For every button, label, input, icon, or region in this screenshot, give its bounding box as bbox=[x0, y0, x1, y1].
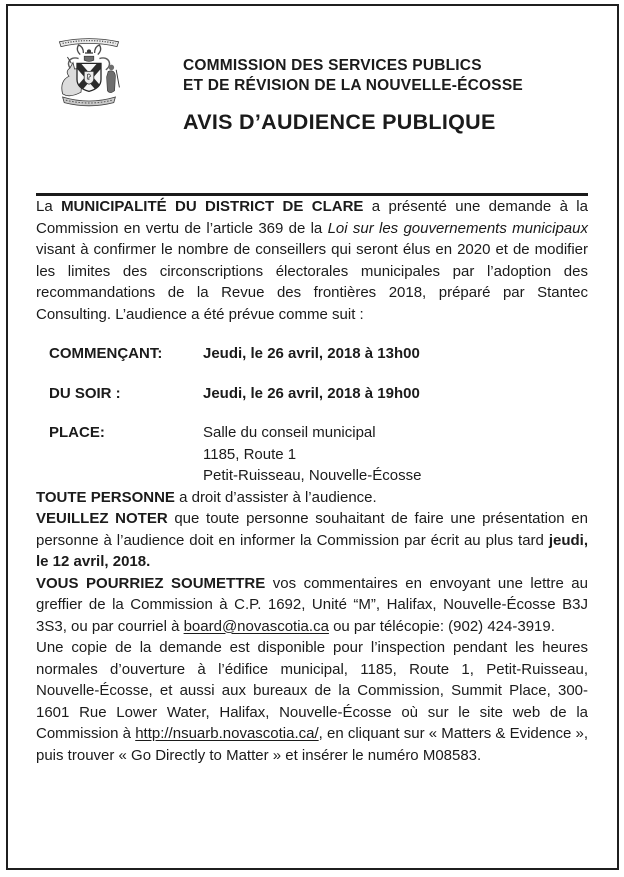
copy-text-1: Une copie de la demande est disponible pour l’inspection pendant les heures normales d’ouverture à l’édifice municipal, 1185, Route 1, Petit-Ruisseau, Nouvelle-Écosse, et aussi aux bureaux de la Commission, Summit Place, 300-1601 Rue Lower Water, Halifax, Nouvelle-Écosse où sur le site web de la Commission à bbox=[36, 639, 588, 742]
evening-label: DU SOIR : bbox=[49, 384, 121, 402]
note-paragraph bbox=[36, 508, 588, 573]
org-name-line1: COMMISSION DES SERVICES PUBLICS bbox=[183, 57, 482, 74]
notice-title: AVIS D’AUDIENCE PUBLIQUE bbox=[183, 110, 496, 134]
intro-text-2: visant à confirmer le nombre de conseillers qui seront élus en 2020 et de modifier les limites des circonscriptions électorales municipales par l’adoption des recommandations de la Revue des frontières 2018, préparé par Stantec Consulting. L’audience a été prévue comme suit : bbox=[36, 241, 588, 323]
attendance-text: a droit d’assister à l’audience. bbox=[174, 488, 377, 506]
note-text: que toute personne souhaitant de faire une présentation en personne à l’audience doit en informer la Commission par écrit au plus tard bbox=[36, 510, 588, 549]
submit-lead: VOUS POURRIEZ SOUMETTRE bbox=[36, 574, 266, 592]
place-value bbox=[203, 422, 421, 487]
place-label: PLACE: bbox=[49, 424, 105, 441]
note-lead: VEUILLEZ NOTER bbox=[36, 510, 168, 527]
commencing-value: Jeudi, le 26 avril, 2018 à 13h00 bbox=[203, 345, 420, 362]
website-link: http://nsuarb.novascotia.ca/ bbox=[135, 725, 319, 742]
intro-lead: La bbox=[36, 198, 62, 215]
intro-text-1: a présenté une demande à la Commission en vertu de l’article 369 de la bbox=[36, 198, 588, 237]
schedule-row-commencing bbox=[36, 343, 588, 365]
place-venue: Salle du conseil municipal bbox=[203, 424, 376, 441]
attendance-paragraph bbox=[36, 487, 588, 509]
hearing-schedule bbox=[36, 343, 588, 487]
applicant-name: MUNICIPALITÉ DU DISTRICT DE CLARE bbox=[61, 198, 364, 215]
place-address: 1185, Route 1 bbox=[203, 445, 297, 463]
page-content bbox=[36, 7, 588, 766]
submit-text-1: vos commentaires en envoyant une lettre au greffier de la Commission à C.P. 1692, Unité “M”, Halifax, Nouvelle-Écosse B3J 3S3, ou par courriel à bbox=[36, 574, 588, 635]
act-title: Loi sur les gouvernements municipaux bbox=[327, 219, 588, 237]
commencing-label: COMMENÇANT: bbox=[49, 345, 163, 362]
org-name-line2: ET DE RÉVISION DE LA NOUVELLE-ÉCOSSE bbox=[183, 77, 523, 94]
email-link: board@novascotia.ca bbox=[183, 617, 329, 635]
masthead bbox=[36, 33, 588, 134]
masthead-text bbox=[183, 56, 523, 134]
submit-paragraph bbox=[36, 573, 588, 638]
deadline-date: jeudi, le 12 avril, 2018. bbox=[36, 531, 588, 570]
nova-scotia-coat-of-arms-icon bbox=[53, 33, 125, 121]
submit-text-2: ou par télécopie: (902) 424-3919. bbox=[328, 617, 555, 635]
schedule-row-evening bbox=[36, 383, 588, 405]
schedule-row-place bbox=[36, 422, 588, 487]
attendance-lead: TOUTE PERSONNE bbox=[36, 488, 175, 506]
copy-paragraph bbox=[36, 637, 588, 766]
evening-value: Jeudi, le 26 avril, 2018 à 19h00 bbox=[203, 384, 420, 402]
place-city: Petit-Ruisseau, Nouvelle-Écosse bbox=[203, 467, 422, 484]
intro-paragraph bbox=[36, 196, 588, 325]
copy-text-2: , en cliquant sur « Matters & Evidence », puis trouver « Go Directly to Matter » et insérer le numéro M08583. bbox=[36, 725, 588, 764]
